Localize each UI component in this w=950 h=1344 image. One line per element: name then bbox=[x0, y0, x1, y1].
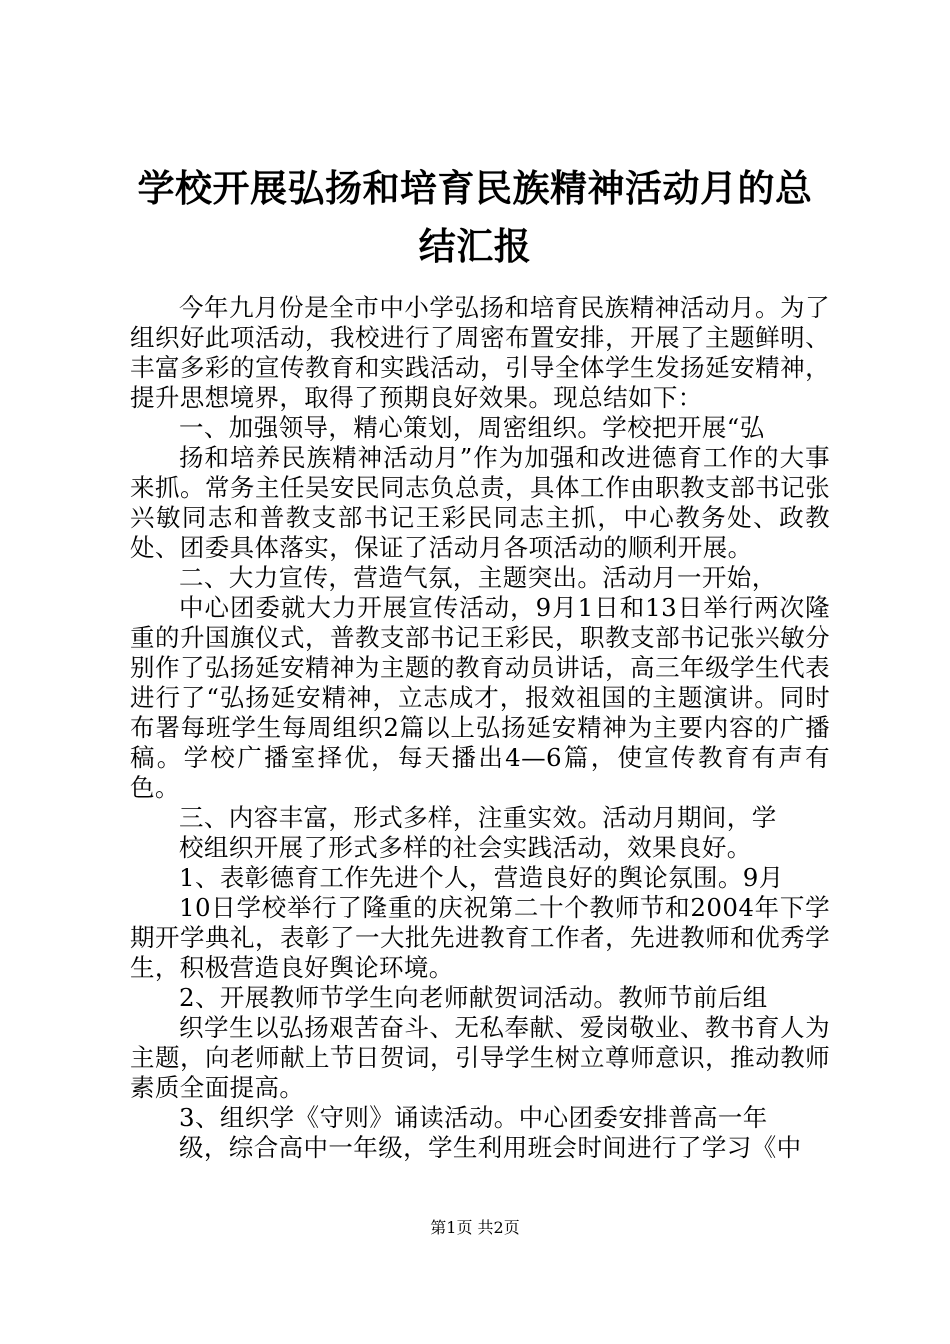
paragraph: 中心团委就大力开展宣传活动，9月1日和13日举行两次隆重的升国旗仪式，普教支部书记王彩民，职教支部书记张兴敏分别作了弘扬延安精神为主题的教育动员讲话，高三年级学生代表进行了“弘扬延安精神，立志成才，报效祖国的主题演讲。同时布署每班学生每周组织2篇以上弘扬延安精神为主要内容的广播稿。学校广播室择优，每天播出4—6篇，使宣传教育有声有色。 bbox=[130, 593, 830, 802]
paragraph: 2、开展教师节学生向老师献贺词活动。教师节前后组 bbox=[179, 983, 768, 1012]
document-body bbox=[130, 293, 830, 1163]
paragraph: 二、大力宣传，营造气氛，主题突出。活动月一开始， bbox=[179, 563, 777, 592]
paragraph: 级，综合高中一年级，学生利用班会时间进行了学习《中 bbox=[179, 1133, 802, 1162]
paragraph: 今年九月份是全市中小学弘扬和培育民族精神活动月。为了组织好此项活动，我校进行了周密布置安排，开展了主题鲜明、丰富多彩的宣传教育和实践活动，引导全体学生发扬延安精神，提升思想境界，取得了预期良好效果。现总结如下： bbox=[130, 293, 830, 412]
paragraph: 校组织开展了形式多样的社会实践活动，效果良好。 bbox=[179, 833, 752, 862]
paragraph: 扬和培养民族精神活动月”作为加强和改进德育工作的大事来抓。常务主任吴安民同志负总责，具体工作由职教支部书记张兴敏同志和普教支部书记王彩民同志主抓，中心教务处、政教处、团委具体落实，保证了活动月各项活动的顺利开展。 bbox=[130, 443, 830, 562]
paragraph: 三、内容丰富，形式多样，注重实效。活动月期间，学 bbox=[179, 803, 777, 832]
paragraph: 1、表彰德育工作先进个人，营造良好的舆论氛围。9月 bbox=[179, 863, 784, 892]
paragraph: 一、加强领导，精心策划，周密组织。学校把开展“弘 bbox=[179, 413, 765, 442]
document-title: 学校开展弘扬和培育民族精神活动月的总结汇报 bbox=[137, 167, 813, 268]
page-footer: 第1页 共2页 bbox=[430, 1218, 520, 1237]
paragraph: 3、组织学《守则》诵读活动。中心团委安排普高一年 bbox=[179, 1103, 768, 1132]
paragraph: 织学生以弘扬艰苦奋斗、无私奉献、爱岗敬业、教书育人为主题，向老师献上节日贺词，引导学生树立尊师意识，推动教师素质全面提高。 bbox=[130, 1013, 830, 1102]
paragraph: 10日学校举行了隆重的庆祝第二十个教师节和2004年下学期开学典礼，表彰了一大批先进教育工作者，先进教师和优秀学生，积极营造良好舆论环境。 bbox=[130, 893, 830, 982]
